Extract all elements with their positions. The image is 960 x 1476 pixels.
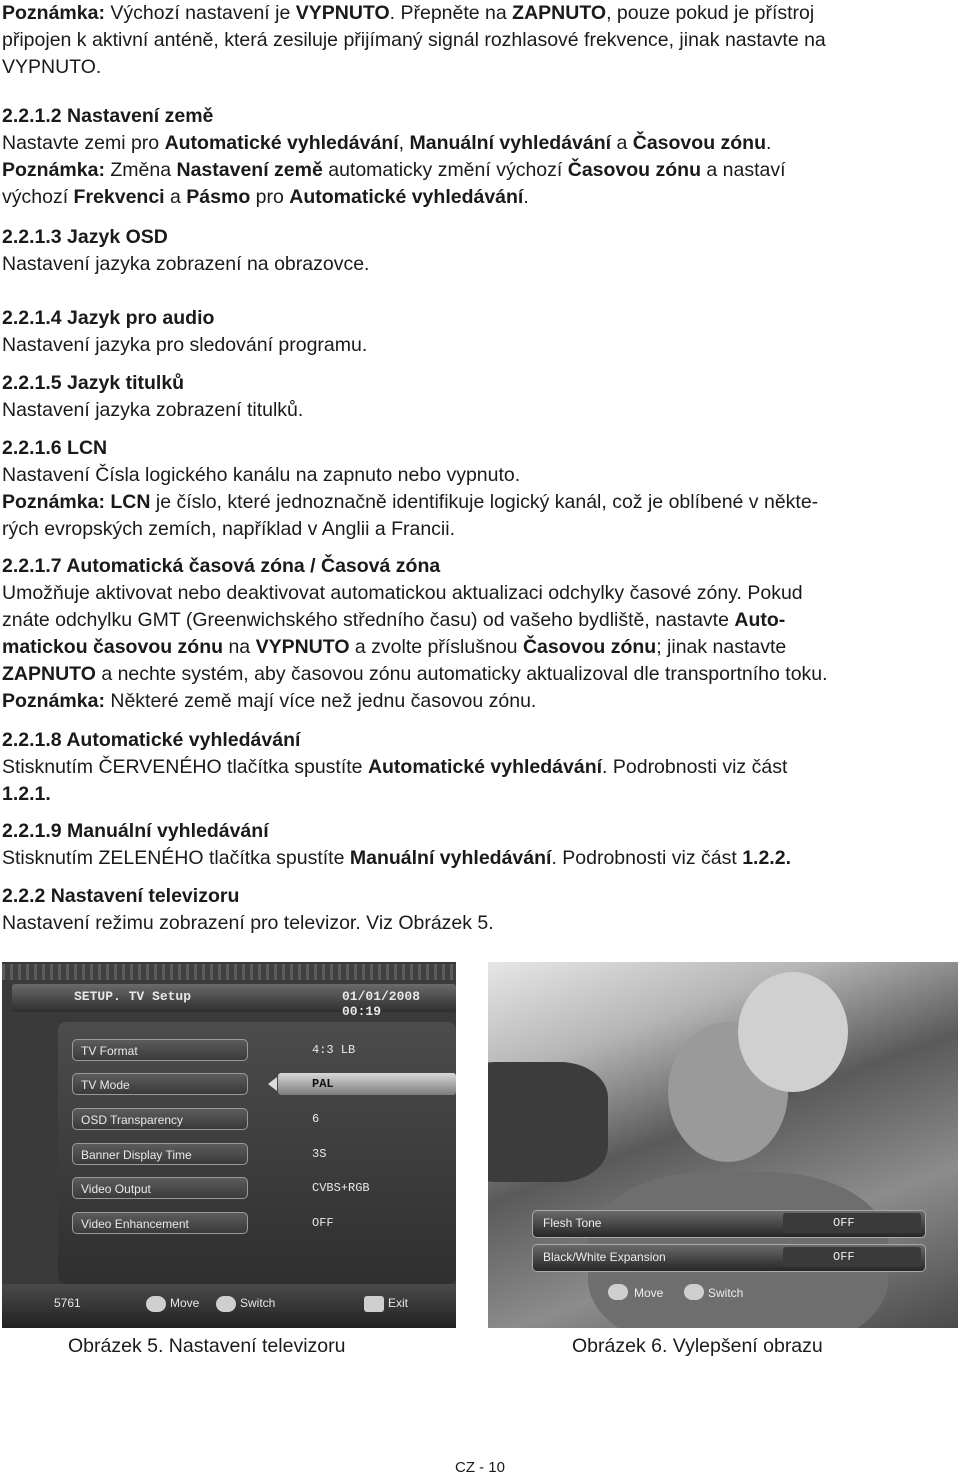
section-text: rých evropských zemích, například v Anglii a Francii. bbox=[2, 518, 456, 540]
section-2216 bbox=[2, 435, 954, 543]
setting-value: 4:3 LB bbox=[312, 1043, 356, 1057]
setting-label: Black/White Expansion bbox=[543, 1250, 666, 1264]
text: , pouze pokud je přístroj bbox=[606, 2, 815, 24]
text: a bbox=[611, 132, 633, 154]
text: je číslo, které jednoznačně identifikuje logický kanál, což je oblíbené v někte- bbox=[150, 491, 819, 513]
term: Manuální vyhledávání bbox=[349, 847, 552, 869]
note-label: Poznámka: bbox=[2, 491, 105, 513]
setting-value: OFF bbox=[833, 1216, 855, 1230]
text: Některé země mají více než jednu časovou zónu. bbox=[104, 690, 537, 712]
text: Stisknutím ZELENÉHO tlačítka spustíte bbox=[2, 847, 350, 869]
term: Časovou zónu bbox=[522, 636, 657, 658]
section-heading: 2.2.1.6 LCN bbox=[2, 437, 108, 459]
text: . bbox=[523, 186, 529, 208]
menu-header bbox=[12, 984, 456, 1019]
selected-value-box bbox=[278, 1073, 456, 1095]
text: Změna bbox=[104, 159, 177, 181]
text: a nechte systém, aby časovou zónu automaticky aktualizoval dle transportního toku. bbox=[95, 663, 828, 685]
text: Stisknutím ČERVENÉHO tlačítka spustíte bbox=[2, 756, 368, 778]
section-text: Nastavení režimu zobrazení pro televizor. Viz Obrázek 5. bbox=[2, 912, 494, 934]
term: ZAPNUTO bbox=[2, 663, 96, 685]
section-heading: 2.2.1.7 Automatická časová zóna / Časová zóna bbox=[2, 555, 441, 577]
setting-label: OSD Transparency bbox=[72, 1108, 248, 1130]
term: Nastavení země bbox=[176, 159, 323, 181]
section-2214 bbox=[2, 305, 954, 359]
text: . bbox=[766, 132, 772, 154]
channel-number: 5761 bbox=[54, 1296, 81, 1310]
menu-title: SETUP. TV Setup bbox=[74, 989, 192, 1004]
setting-row-tv-mode[interactable] bbox=[72, 1071, 456, 1099]
picture-enhancement-screenshot bbox=[488, 962, 958, 1328]
text: . Podrobnosti viz část bbox=[602, 756, 788, 778]
setting-row-tv-format[interactable] bbox=[72, 1037, 456, 1065]
photo-background bbox=[488, 1062, 608, 1182]
move-icon bbox=[608, 1284, 628, 1300]
setting-value: OFF bbox=[833, 1250, 855, 1264]
section-2215 bbox=[2, 370, 954, 424]
intro-line: VYPNUTO. bbox=[2, 56, 102, 78]
section-2217 bbox=[2, 553, 954, 715]
move-hint: Move bbox=[170, 1296, 200, 1310]
section-2212 bbox=[2, 103, 954, 211]
setting-label: Video Output bbox=[72, 1177, 248, 1199]
setting-label: Banner Display Time bbox=[72, 1143, 248, 1165]
switch-hint: Switch bbox=[708, 1286, 744, 1300]
term: Frekvenci bbox=[73, 186, 165, 208]
term: Automatické vyhledávání bbox=[367, 756, 603, 778]
exit-hint: Exit bbox=[388, 1296, 409, 1310]
setting-label: Flesh Tone bbox=[543, 1216, 602, 1230]
tv-setup-screenshot bbox=[2, 962, 456, 1328]
menu-footer bbox=[2, 1284, 456, 1328]
setting-label: Video Enhancement bbox=[72, 1212, 248, 1234]
left-arrow-icon[interactable] bbox=[268, 1077, 277, 1091]
section-heading: 2.2.1.8 Automatické vyhledávání bbox=[2, 729, 301, 751]
text: na bbox=[223, 636, 256, 658]
section-text: Umožňuje aktivovat nebo deaktivovat automatickou aktualizaci odchylky časové zóny. Pokud bbox=[2, 582, 803, 604]
term: VYPNUTO bbox=[295, 2, 390, 24]
setting-label: TV Mode bbox=[72, 1073, 248, 1095]
section-2219 bbox=[2, 818, 954, 872]
move-icon bbox=[146, 1296, 166, 1312]
note-label: Poznámka: bbox=[2, 690, 105, 712]
section-text: Nastavení jazyka pro sledování programu. bbox=[2, 334, 368, 356]
text: výchozí bbox=[2, 186, 74, 208]
menu-datetime: 01/01/2008 00:19 bbox=[342, 989, 421, 1019]
intro-note bbox=[2, 0, 954, 81]
term: LCN bbox=[104, 491, 151, 513]
text: automaticky změní výchozí bbox=[322, 159, 568, 181]
setting-value: PAL bbox=[312, 1077, 334, 1091]
term: matickou časovou zónu bbox=[2, 636, 224, 658]
section-2213 bbox=[2, 224, 954, 278]
text: a bbox=[164, 186, 187, 208]
page-number: CZ - 10 bbox=[454, 1459, 505, 1476]
section-text: Nastavení Čísla logického kanálu na zapnuto nebo vypnuto. bbox=[2, 464, 521, 486]
switch-icon bbox=[684, 1284, 704, 1300]
term: Časovou zónu bbox=[632, 132, 767, 154]
section-heading: 2.2.1.5 Jazyk titulků bbox=[2, 372, 185, 394]
photo-person-right bbox=[738, 972, 848, 1092]
term: Manuální vyhledávání bbox=[409, 132, 612, 154]
term: Pásmo bbox=[186, 186, 251, 208]
section-2218 bbox=[2, 727, 954, 808]
setting-value: 3S bbox=[312, 1147, 327, 1161]
setting-row-video-enhancement[interactable] bbox=[72, 1210, 456, 1238]
text: znáte odchylku GMT (Greenwichského středního času) od vašeho bydliště, nastavte bbox=[2, 609, 735, 631]
term: Časovou zónu bbox=[567, 159, 701, 181]
intro-line: připojen k aktivní anténě, která zesiluje přijímaný signál rozhlasové frekvence, jinak nastavte na bbox=[2, 29, 826, 51]
setting-row-black-white-expansion[interactable] bbox=[532, 1244, 926, 1272]
text: a nastaví bbox=[701, 159, 786, 181]
term: VYPNUTO bbox=[255, 636, 350, 658]
section-heading: 2.2.1.2 Nastavení země bbox=[2, 105, 214, 127]
text: Výchozí nastavení je bbox=[104, 2, 296, 24]
switch-hint: Switch bbox=[240, 1296, 276, 1310]
move-hint: Move bbox=[634, 1286, 664, 1300]
figure5-caption: Obrázek 5. Nastavení televizoru bbox=[68, 1335, 346, 1357]
text: ; jinak nastavte bbox=[656, 636, 787, 658]
setting-row-flesh-tone[interactable] bbox=[532, 1210, 926, 1238]
setting-row-osd-transparency[interactable] bbox=[72, 1106, 456, 1134]
section-heading: 2.2.1.9 Manuální vyhledávání bbox=[2, 820, 269, 842]
term: ZAPNUTO bbox=[512, 2, 607, 24]
text: a zvolte příslušnou bbox=[349, 636, 523, 658]
setting-value: 6 bbox=[312, 1112, 320, 1126]
term: Automatické vyhledávání bbox=[164, 132, 399, 154]
section-heading: 2.2.1.4 Jazyk pro audio bbox=[2, 307, 215, 329]
header-decoration bbox=[2, 964, 456, 980]
text: . Přepněte na bbox=[389, 2, 513, 24]
setting-row-banner-display-time[interactable] bbox=[72, 1141, 456, 1169]
exit-icon bbox=[364, 1296, 384, 1312]
term: 1.2.2. bbox=[742, 847, 791, 869]
figure6-caption: Obrázek 6. Vylepšení obrazu bbox=[572, 1335, 823, 1357]
note-label: Poznámka: bbox=[2, 159, 105, 181]
section-heading: 2.2.1.3 Jazyk OSD bbox=[2, 226, 168, 248]
section-222 bbox=[2, 883, 954, 937]
text: pro bbox=[250, 186, 290, 208]
setting-value: OFF bbox=[312, 1216, 334, 1230]
note-label: Poznámka: bbox=[2, 2, 105, 24]
term: Auto- bbox=[734, 609, 786, 631]
text: . Podrobnosti viz část bbox=[551, 847, 743, 869]
term: Automatické vyhledávání bbox=[289, 186, 524, 208]
term: 1.2.1. bbox=[2, 783, 51, 805]
setting-row-video-output[interactable] bbox=[72, 1175, 456, 1203]
text: Nastavte zemi pro bbox=[2, 132, 165, 154]
section-text: Nastavení jazyka zobrazení titulků. bbox=[2, 399, 304, 421]
switch-icon bbox=[216, 1296, 236, 1312]
setting-label: TV Format bbox=[72, 1039, 248, 1061]
section-heading: 2.2.2 Nastavení televizoru bbox=[2, 885, 240, 907]
text: , bbox=[398, 132, 410, 154]
setting-value: CVBS+RGB bbox=[312, 1181, 370, 1195]
section-text: Nastavení jazyka zobrazení na obrazovce. bbox=[2, 253, 370, 275]
